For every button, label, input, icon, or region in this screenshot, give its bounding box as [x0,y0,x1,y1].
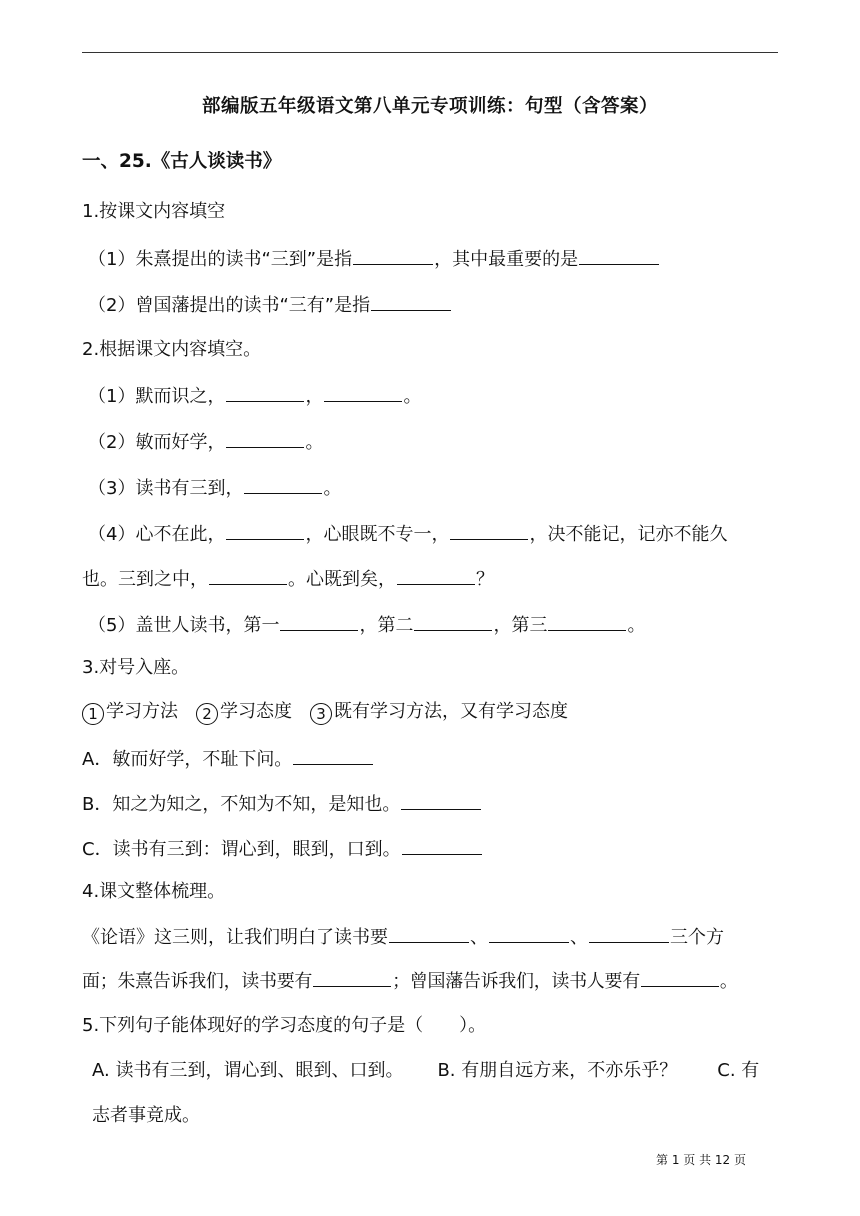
q2-line-4-text-a: （4）心不在此， [88,524,226,545]
answer-blank[interactable] [397,566,475,585]
answer-blank[interactable] [414,612,492,631]
q2-line-5 [82,566,494,592]
q4-line-2-text-b: ；曾国藩告诉我们，读书人要有 [392,971,640,992]
q5-option-c[interactable]: C. 有 [717,1060,760,1081]
q4-line-1-text-a: 《论语》这三则，让我们明白了读书要 [82,927,388,948]
circled-number-3: 3 [310,703,332,725]
q2-line-6-text-b: ，第二 [359,615,414,636]
q4-line-1 [82,924,724,950]
q3-option-3: 既有学习方法，又有学习态度 [334,701,568,722]
q2-line-6 [88,612,645,638]
q2-line-1-text-a: （1）默而识之， [88,386,226,407]
q4-line-2 [82,968,738,994]
q4-line-1-text-c: 、 [570,927,588,948]
q3-item-b [82,791,482,817]
q2-line-4 [88,521,727,547]
q2-line-3-text-b: 。 [323,478,342,499]
q1-label: 1.按课文内容填空 [82,201,226,222]
q5-option-c-continued: 志者事竟成。 [92,1105,200,1126]
answer-blank[interactable] [226,521,304,540]
answer-blank[interactable] [209,566,287,585]
header-rule [82,52,778,53]
q1-line-1-text-b: ，其中最重要的是 [434,249,579,270]
q2-line-2 [88,429,323,455]
q2-label: 2.根据课文内容填空。 [82,339,262,360]
answer-blank[interactable] [244,475,322,494]
q3-options [82,700,568,725]
q5-option-a[interactable]: A. 读书有三到，谓心到、眼到、口到。 [92,1060,404,1081]
q3-option-2: 学习态度 [220,701,292,722]
q5-option-b[interactable]: B. 有朋自远方来，不亦乐乎？ [437,1060,678,1081]
answer-blank[interactable] [489,924,569,943]
q2-line-1-text-b: ， [305,386,324,407]
q2-line-6-text-d: 。 [627,615,646,636]
q3-option-1: 学习方法 [106,701,178,722]
q4-line-1-text-b: 、 [470,927,488,948]
answer-blank[interactable] [293,746,373,765]
q2-line-6-text-c: ，第三 [493,615,548,636]
answer-blank[interactable] [548,612,626,631]
q2-line-3 [88,475,341,501]
answer-blank[interactable] [353,246,433,265]
answer-blank[interactable] [402,836,482,855]
q2-line-6-text-a: （5）盖世人读书，第一 [88,615,280,636]
section-heading: 一、25.《古人谈读书》 [82,151,282,172]
answer-blank[interactable] [579,246,659,265]
q1-line-2 [88,292,452,318]
q2-line-5-text-a: 也。三到之中， [82,569,208,590]
q5-options [92,1059,759,1083]
q2-line-4-text-c: ，决不能记，记亦不能久 [529,524,728,545]
q1-line-1-text-a: （1）朱熹提出的读书“三到”是指 [88,249,353,270]
answer-blank[interactable] [401,791,481,810]
q3-label: 3.对号入座。 [82,657,190,678]
q4-line-1-text-d: 三个方 [670,927,724,948]
answer-blank[interactable] [313,968,391,987]
answer-blank[interactable] [226,383,304,402]
page-title: 部编版五年级语文第八单元专项训练：句型（含答案） [201,96,658,117]
page-number: 第 1 页 共 12 页 [656,1153,746,1167]
q3-item-c-text: C．读书有三到：谓心到，眼到，口到。 [82,839,401,860]
q2-line-5-text-c: ？ [476,569,494,590]
answer-blank[interactable] [371,292,451,311]
q3-item-a [82,746,374,772]
q2-line-1 [88,383,421,409]
q3-item-b-text: B．知之为知之，不知为不知，是知也。 [82,794,401,815]
q2-line-3-text-a: （3）读书有三到， [88,478,244,499]
q1-line-1 [88,246,660,272]
q4-label: 4.课文整体梳理。 [82,881,226,902]
circled-number-1: 1 [82,703,104,725]
q2-line-2-text-b: 。 [305,432,324,453]
q2-line-2-text-a: （2）敏而好学， [88,432,226,453]
q1-line-2-text-a: （2）曾国藩提出的读书“三有”是指 [88,295,371,316]
q3-item-a-text: A．敏而好学，不耻下问。 [82,749,293,770]
answer-blank[interactable] [324,383,402,402]
q2-line-5-text-b: 。心既到矣， [288,569,396,590]
answer-blank[interactable] [389,924,469,943]
q4-line-2-text-c: 。 [719,971,738,992]
answer-blank[interactable] [589,924,669,943]
answer-blank[interactable] [450,521,528,540]
q2-line-4-text-b: ，心眼既不专一， [305,524,450,545]
circled-number-2: 2 [196,703,218,725]
answer-blank[interactable] [280,612,358,631]
q3-item-c [82,836,483,862]
answer-blank[interactable] [641,968,719,987]
q2-line-1-text-c: 。 [403,386,422,407]
q4-line-2-text-a: 面；朱熹告诉我们，读书要有 [82,971,313,992]
answer-blank[interactable] [226,429,304,448]
q5-label: 5.下列句子能体现好的学习态度的句子是（ ）。 [82,1015,487,1036]
